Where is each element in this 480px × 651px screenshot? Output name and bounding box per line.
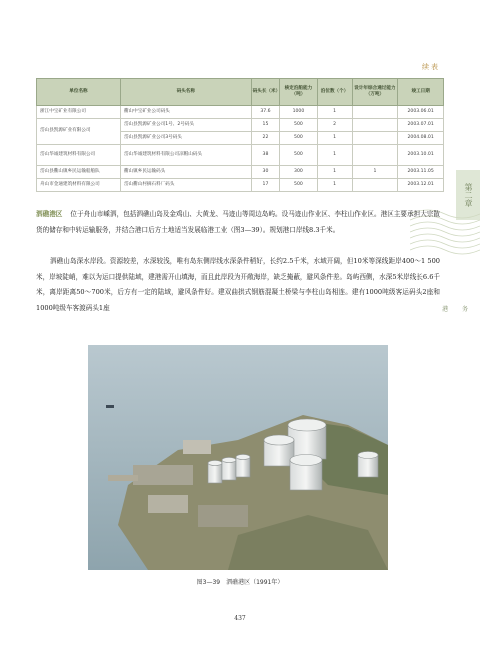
table-cell — [352, 106, 398, 119]
table-cell: 岱山县凯源矿业有限公司 — [37, 119, 121, 145]
table-cell: 30 — [251, 166, 280, 179]
table-cell: 500 — [280, 145, 317, 166]
table-cell — [352, 145, 398, 166]
table-cell: 500 — [280, 179, 317, 192]
table-cell: 1 — [317, 132, 352, 145]
table-cell — [352, 132, 398, 145]
table-cell: 2003.11.05 — [398, 166, 444, 179]
paragraph-text: 位于舟山市嵊泗，包括泗礁山岛及金鸡山、大黄龙、马迹山等周边岛屿。设马迹山作业区、李柱山作业区。港区主要承担大宗散货的储存和中转运输服务，并结合港口后方土地适当发展临港工业（图3—39）。规划港口岸线8.3千米。 — [36, 210, 441, 234]
table-cell: 2003.06.01 — [398, 106, 444, 119]
table-cell: 岱山华诚建筑材料有限公司凉帽山码头 — [120, 145, 251, 166]
table-row — [37, 145, 444, 166]
section-heading: 泗礁港区 — [36, 210, 63, 218]
table-header: 单位名称 — [37, 79, 121, 106]
table-cell: 37.6 — [251, 106, 280, 119]
table-cell: 舟山市金通建筑材料有限公司 — [37, 179, 121, 192]
table-row — [37, 179, 444, 192]
table-cell: 2003.07.01 — [398, 119, 444, 132]
table-cell: 500 — [280, 132, 317, 145]
table-cell: 1 — [317, 106, 352, 119]
table-cell: 17 — [251, 179, 280, 192]
paragraph-sijiao-port — [36, 207, 440, 238]
table-row — [37, 106, 444, 119]
table-header-row — [37, 79, 444, 106]
table-header: 竣工日期 — [398, 79, 444, 106]
table-cell: 22 — [251, 132, 280, 145]
table-cell: 1 — [317, 166, 352, 179]
port-table — [36, 78, 444, 192]
table-cell: 2 — [317, 119, 352, 132]
paragraph-text: 泗礁山岛深水岸段。资源较差，水深较浅，唯有岛东侧岸线水深条件稍好，长约2.5千米，水域开阔，但10米等深线距岸400～1 500米，岸坡陡峭，难以为运口提供陆域，建港需开山填海，而且此岸段为开敞海岸，缺乏掩蔽，避风条件差。岛屿西侧，水深5米岸线长6.6千米，离岸距离50～700米，后方有一定的陆域，避风条件好。建双曲拱式钢筋混凝土桥梁与李柱山岛相连。建有1000吨级客运码头2座和1000吨级车客渡码头1座 — [36, 257, 440, 312]
table-cell: 2004.08.01 — [398, 132, 444, 145]
table-row — [37, 119, 444, 132]
table-cell: 岱山县凯源矿业公司1号、2号码头 — [120, 119, 251, 132]
page-number: 437 — [234, 615, 246, 622]
table-cell: 1 — [352, 166, 398, 179]
paragraph-shoreline — [36, 254, 440, 316]
continued-label: 续表 — [422, 63, 440, 71]
table-cell: 1000 — [280, 106, 317, 119]
table-cell: 岱山县衢山镇乡民运输船舶队 — [37, 166, 121, 179]
table-cell: 衢山中宝矿业公司码头 — [120, 106, 251, 119]
table-cell: 300 — [280, 166, 317, 179]
table-header: 码头长（米） — [251, 79, 280, 106]
table-header: 泊位数（个） — [317, 79, 352, 106]
table-cell: 500 — [280, 119, 317, 132]
table-header: 设计年综合通过能力（万吨） — [352, 79, 398, 106]
table-cell: 岱山县凯源矿业公司3号码头 — [120, 132, 251, 145]
table-cell: 1 — [317, 179, 352, 192]
table-header: 核定泊船能力（吨） — [280, 79, 317, 106]
table-cell: 2003.12.01 — [398, 179, 444, 192]
table-cell: 岱山华诚建筑材料有限公司 — [37, 145, 121, 166]
figure-caption: 图3—39 泗礁港区（1991年） — [196, 579, 284, 586]
table-cell: 38 — [251, 145, 280, 166]
port-aerial-photo — [88, 345, 388, 570]
table-cell: 浙江中宝矿业有限公司 — [37, 106, 121, 119]
table-cell: 15 — [251, 119, 280, 132]
table-cell: 衢山镇乡民运输码头 — [120, 166, 251, 179]
table-cell — [352, 179, 398, 192]
table-cell: 1 — [317, 145, 352, 166]
table-header: 码头名称 — [120, 79, 251, 106]
chapter-tab: 第二章 — [456, 170, 480, 220]
table-cell: 岱山衢山村摘石料厂码头 — [120, 179, 251, 192]
table-row — [37, 166, 444, 179]
section-label: 港 务 — [442, 306, 474, 313]
table-cell — [352, 119, 398, 132]
table-cell: 2003.10.01 — [398, 145, 444, 166]
